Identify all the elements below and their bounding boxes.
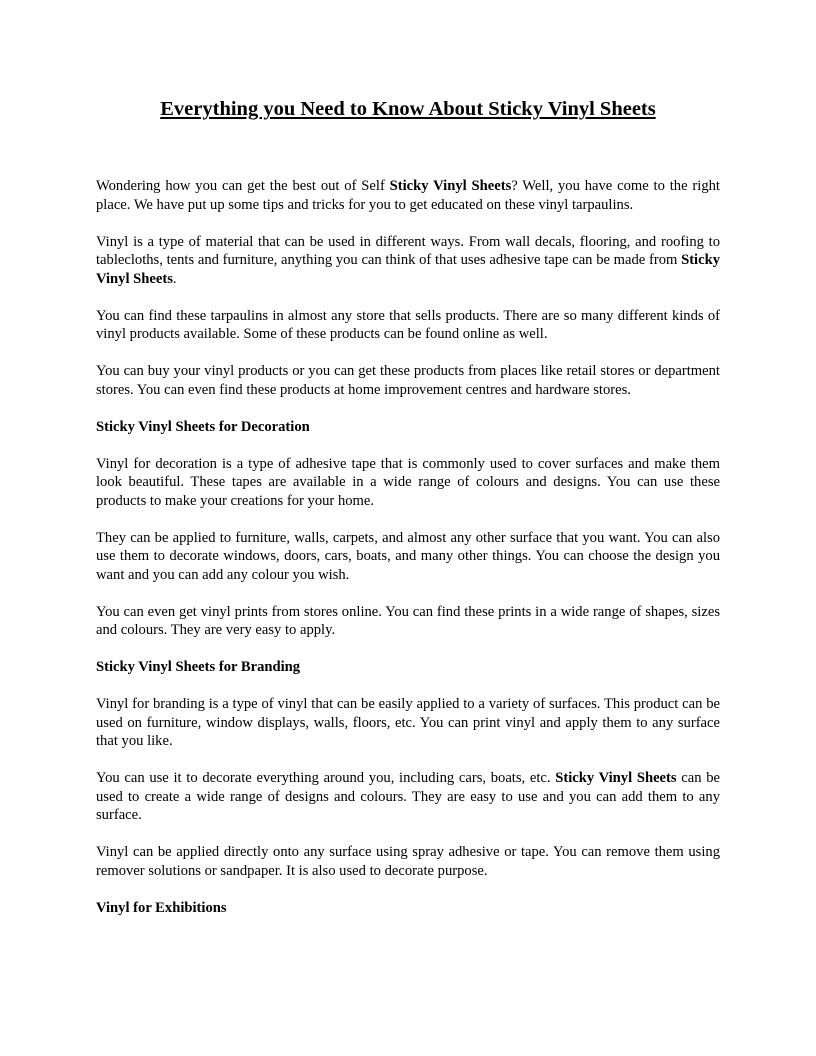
paragraph-branding-2 [96,769,720,825]
paragraph-branding-3: Vinyl can be applied directly onto any surface using spray adhesive or tape. You can remove them using remover solutions or sandpaper. It is also used to decorate purpose. [96,844,720,879]
keyword-bold: Sticky Vinyl Sheets [389,178,512,194]
paragraph-where-to-find: You can find these tarpaulins in almost any store that sells products. There are so many different kinds of vinyl products available. Some of these products can be found online as well. [96,307,720,342]
text-run: Vinyl is a type of material that can be used in different ways. From wall decals, flooring, and roofing to tablecloths, tents and furniture, anything you can think of that uses adhesive tape can be made from [96,233,720,268]
paragraph-where-to-buy: You can buy your vinyl products or you can get these products from places like retail stores or department stores. You can even find these products at home improvement centres and hardware stores. [96,363,720,398]
keyword-bold: Sticky Vinyl Sheets [96,252,720,287]
text-run: Wondering how you can get the best out of Self [96,178,390,194]
paragraph-branding-1: Vinyl for branding is a type of vinyl that can be easily applied to a variety of surfaces. This product can be used on furniture, window displays, walls, floors, etc. You can print vinyl and apply them to any surface that you like. [96,696,720,749]
text-run: . [172,270,177,287]
paragraph-intro [96,177,720,214]
text-run: You can use it to decorate everything around you, including cars, boats, etc. [96,770,556,786]
paragraph-decoration-1: Vinyl for decoration is a type of adhesive tape that is commonly used to cover surfaces and make them look beautiful. These tapes are available in a wide range of colours and designs. You can use these products to make your creations for your home. [96,455,720,509]
document-body [96,177,720,936]
text-run: ? Well, you have come to the right place. We have put up some tips and tricks for you to get educated on these vinyl tarpaulins. [96,178,720,213]
heading-branding: Sticky Vinyl Sheets for Branding [96,659,301,675]
heading-decoration: Sticky Vinyl Sheets for Decoration [96,418,310,435]
keyword-bold: Sticky Vinyl Sheets [555,770,677,786]
paragraph-decoration-3: You can even get vinyl prints from stores online. You can find these prints in a wide range of shapes, sizes and colours. They are very easy to apply. [96,603,720,638]
paragraph-vinyl-definition [96,233,720,289]
paragraph-decoration-2: They can be applied to furniture, walls, carpets, and almost any other surface that you want. You can also use them to decorate windows, doors, cars, boats, and many other things. You can choose the design you want and you can add any colour you wish. [96,529,720,583]
document-title: Everything you Need to Know About Sticky Vinyl Sheets [160,98,656,120]
text-run: can be used to create a wide range of designs and colours. They are easy to use and you can add them to any surface. [96,770,720,823]
heading-exhibitions: Vinyl for Exhibitions [96,899,227,916]
